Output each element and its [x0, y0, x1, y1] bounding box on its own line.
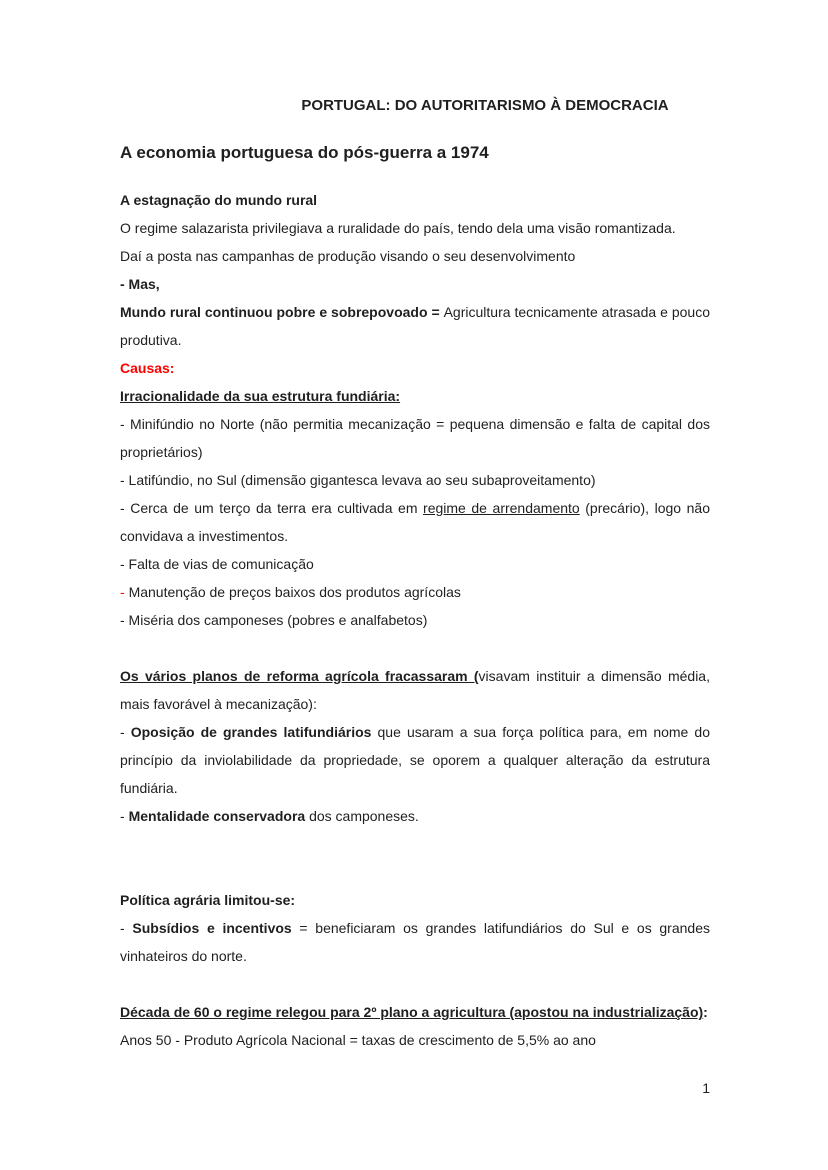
document-content [120, 92, 710, 1054]
text-run-bold: Mentalidade conservadora [128, 808, 306, 824]
text-run-bold-underline: Década de 60 o regime relegou para 2º plano a agricultura (apostou na industrialização) [120, 1004, 704, 1020]
heading-decada-60 [120, 998, 710, 1026]
text-run-bold: : [703, 1004, 708, 1020]
blank-line [120, 634, 710, 662]
heading-irracionalidade [120, 382, 710, 410]
page-number: 1 [702, 1080, 710, 1096]
text-run-underline: regime de arrendamento [423, 500, 580, 516]
paragraph-campanhas: Daí a posta nas campanhas de produção visando o seu desenvolvimento [120, 248, 576, 264]
text-run-dash: - [120, 808, 129, 824]
text-run-bold: Mundo rural continuou pobre e sobrepovoado = [120, 304, 444, 320]
text-run: dos camponeses. [305, 808, 419, 824]
text-run: visavam instituir a dimensão média, mais favorável à mecanização): [120, 668, 710, 712]
text-run-bold: Oposição de grandes latifundiários [130, 724, 378, 740]
text-run-bold: Subsídios e incentivos [132, 920, 292, 936]
subheading-estagnacao: A estagnação do mundo rural [120, 192, 318, 208]
text-run: que usaram a sua força política para, em nome do princípio da inviolabilidade da propriedade, se oporem a qualquer alteração da estrutura fundiária. [120, 724, 710, 796]
list-item-minifundio: - Minifúndio no Norte (não permitia mecanização = pequena dimensão e falta de capital dos proprietários) [120, 416, 710, 460]
list-item-arrendamento [120, 494, 710, 550]
text-run-bold-underline: Irracionalidade da sua estrutura fundiária: [120, 388, 401, 404]
blank-lines [120, 830, 710, 886]
text-run-red-dash: - [120, 584, 129, 600]
heading-planos-reforma [120, 662, 710, 718]
list-item-latifundio: - Latifúndio, no Sul (dimensão gigantesca levava ao seu subaproveitamento) [120, 472, 596, 488]
text-run: = beneficiaram os grandes latifundiários do Sul e os grandes vinhateiros do norte. [120, 920, 710, 964]
text-run: - Cerca de um terço da terra era cultivada em [120, 500, 424, 516]
heading-politica-agraria: Política agrária limitou-se: [120, 892, 296, 908]
text-run-bold-underline: Os vários planos de reforma agrícola fracassaram ( [120, 668, 479, 684]
text-run-dash: - [120, 920, 133, 936]
paragraph-mas: - Mas, [120, 276, 160, 292]
text-run: Manutenção de preços baixos dos produtos agrícolas [128, 584, 461, 600]
blank-line [120, 970, 710, 998]
paragraph-anos-50: Anos 50 - Produto Agrícola Nacional = taxas de crescimento de 5,5% ao ano [120, 1032, 596, 1048]
text-run: Agricultura tecnicamente atrasada e pouco produtiva. [120, 304, 710, 348]
list-item-miseria: - Miséria dos camponeses (pobres e analfabetos) [120, 612, 428, 628]
document-title: PORTUGAL: DO AUTORITARISMO À DEMOCRACIA [301, 97, 669, 114]
list-item-manutencao [120, 578, 710, 606]
list-item-mentalidade [120, 802, 710, 830]
heading-causas: Causas: [120, 360, 175, 376]
list-item-oposicao [120, 718, 710, 802]
text-run: (precário), logo não convidava a investimentos. [120, 500, 711, 544]
paragraph-mundo-rural [120, 298, 710, 354]
paragraph-regime: O regime salazarista privilegiava a ruralidade do país, tendo dela uma visão romantizada. [120, 220, 676, 236]
list-item-vias: - Falta de vias de comunicação [120, 556, 314, 572]
main-heading: A economia portuguesa do pós-guerra a 1974 [120, 143, 489, 162]
list-item-subsidios [120, 914, 710, 970]
text-run-dash: - [120, 724, 131, 740]
